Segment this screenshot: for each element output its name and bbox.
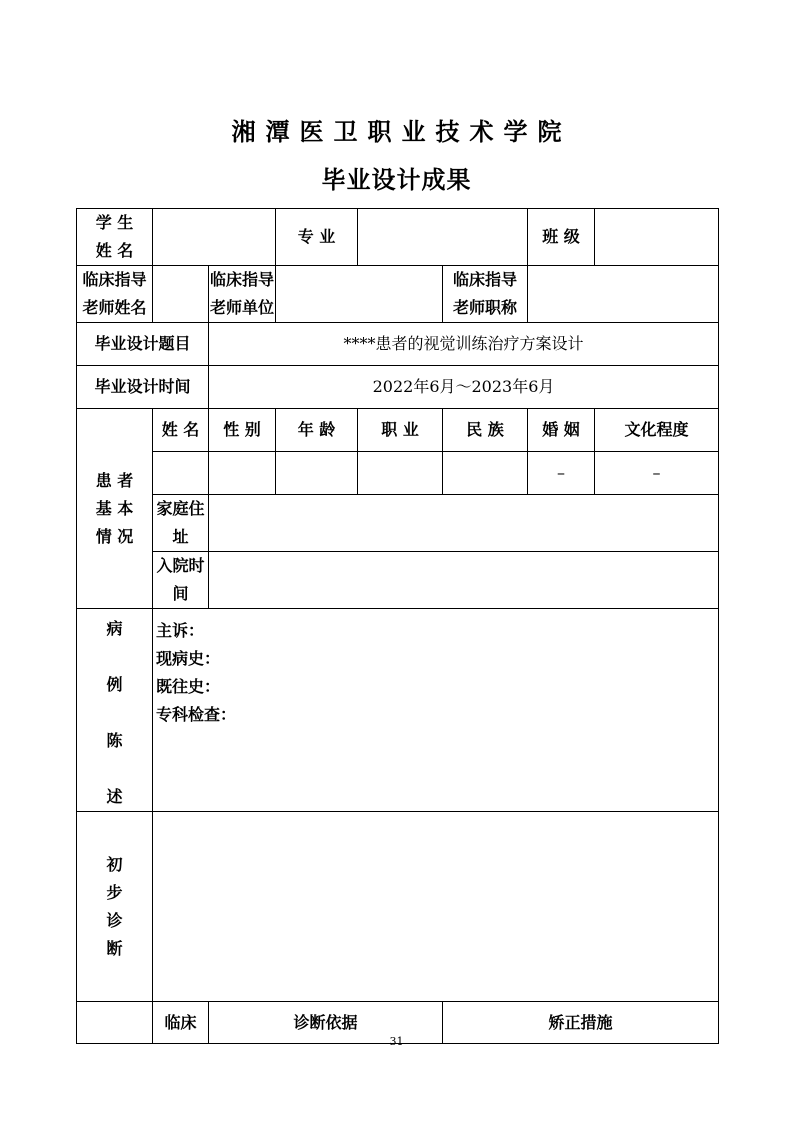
diagnosis-basis-header: 诊断依据 <box>209 1002 443 1044</box>
patient-col-gender: 性 别 <box>209 409 276 452</box>
topic-label: 毕业设计题目 <box>77 323 209 366</box>
specialty-exam-label: 专科检查： <box>156 705 237 724</box>
class-label: 班 级 <box>528 209 595 266</box>
diagnosis-field[interactable] <box>153 812 719 1002</box>
present-illness-label: 现病史： <box>156 649 221 668</box>
admission-field[interactable] <box>209 552 719 609</box>
patient-marital-field[interactable]: – <box>528 452 595 495</box>
mentor-unit-label: 临床指导 老师单位 <box>209 266 276 323</box>
mentor-name-label: 临床指导 老师姓名 <box>77 266 153 323</box>
school-title: 湘潭医卫职业技术学院 <box>231 117 572 146</box>
patient-col-marital: 婚 姻 <box>528 409 595 452</box>
major-field[interactable] <box>358 209 528 266</box>
patient-ethnicity-field[interactable] <box>443 452 528 495</box>
patient-occupation-field[interactable] <box>358 452 443 495</box>
case-label: 病 例 陈 述 <box>77 609 153 812</box>
time-label: 毕业设计时间 <box>77 366 209 409</box>
case-content[interactable] <box>153 609 719 812</box>
diagnosis-label: 初 步 诊 断 <box>77 812 153 1002</box>
page-number: 31 <box>389 1035 404 1048</box>
correction-measures-header: 矫正措施 <box>443 1002 719 1044</box>
admission-label: 入院时 间 <box>153 552 209 609</box>
patient-section-label: 患 者 基 本 情 况 <box>77 409 153 609</box>
topic-value[interactable]: ****患者的视觉训练治疗方案设计 <box>209 323 719 366</box>
student-name-label: 学 生 姓 名 <box>77 209 153 266</box>
chief-complaint-label: 主诉： <box>156 621 205 640</box>
patient-education-field[interactable]: – <box>595 452 719 495</box>
patient-col-education: 文化程度 <box>595 409 719 452</box>
patient-col-age: 年 龄 <box>276 409 358 452</box>
patient-col-ethnicity: 民 族 <box>443 409 528 452</box>
mentor-unit-field[interactable] <box>276 266 443 323</box>
patient-col-name: 姓 名 <box>153 409 209 452</box>
patient-gender-field[interactable] <box>209 452 276 495</box>
past-history-label: 既往史： <box>156 677 221 696</box>
patient-name-field[interactable] <box>153 452 209 495</box>
time-value[interactable]: 2022年6月～2023年6月 <box>209 366 719 409</box>
design-results-form <box>76 208 719 1044</box>
mentor-title-field[interactable] <box>528 266 719 323</box>
address-field[interactable] <box>209 495 719 552</box>
mentor-name-field[interactable] <box>153 266 209 323</box>
address-label: 家庭住 址 <box>153 495 209 552</box>
student-name-field[interactable] <box>153 209 276 266</box>
mentor-title-label: 临床指导 老师职称 <box>443 266 528 323</box>
patient-col-occupation: 职 业 <box>358 409 443 452</box>
major-label: 专 业 <box>276 209 358 266</box>
patient-age-field[interactable] <box>276 452 358 495</box>
document-title: 毕业设计成果 <box>321 165 472 194</box>
clinical-header: 临床 <box>153 1002 209 1044</box>
class-field[interactable] <box>595 209 719 266</box>
